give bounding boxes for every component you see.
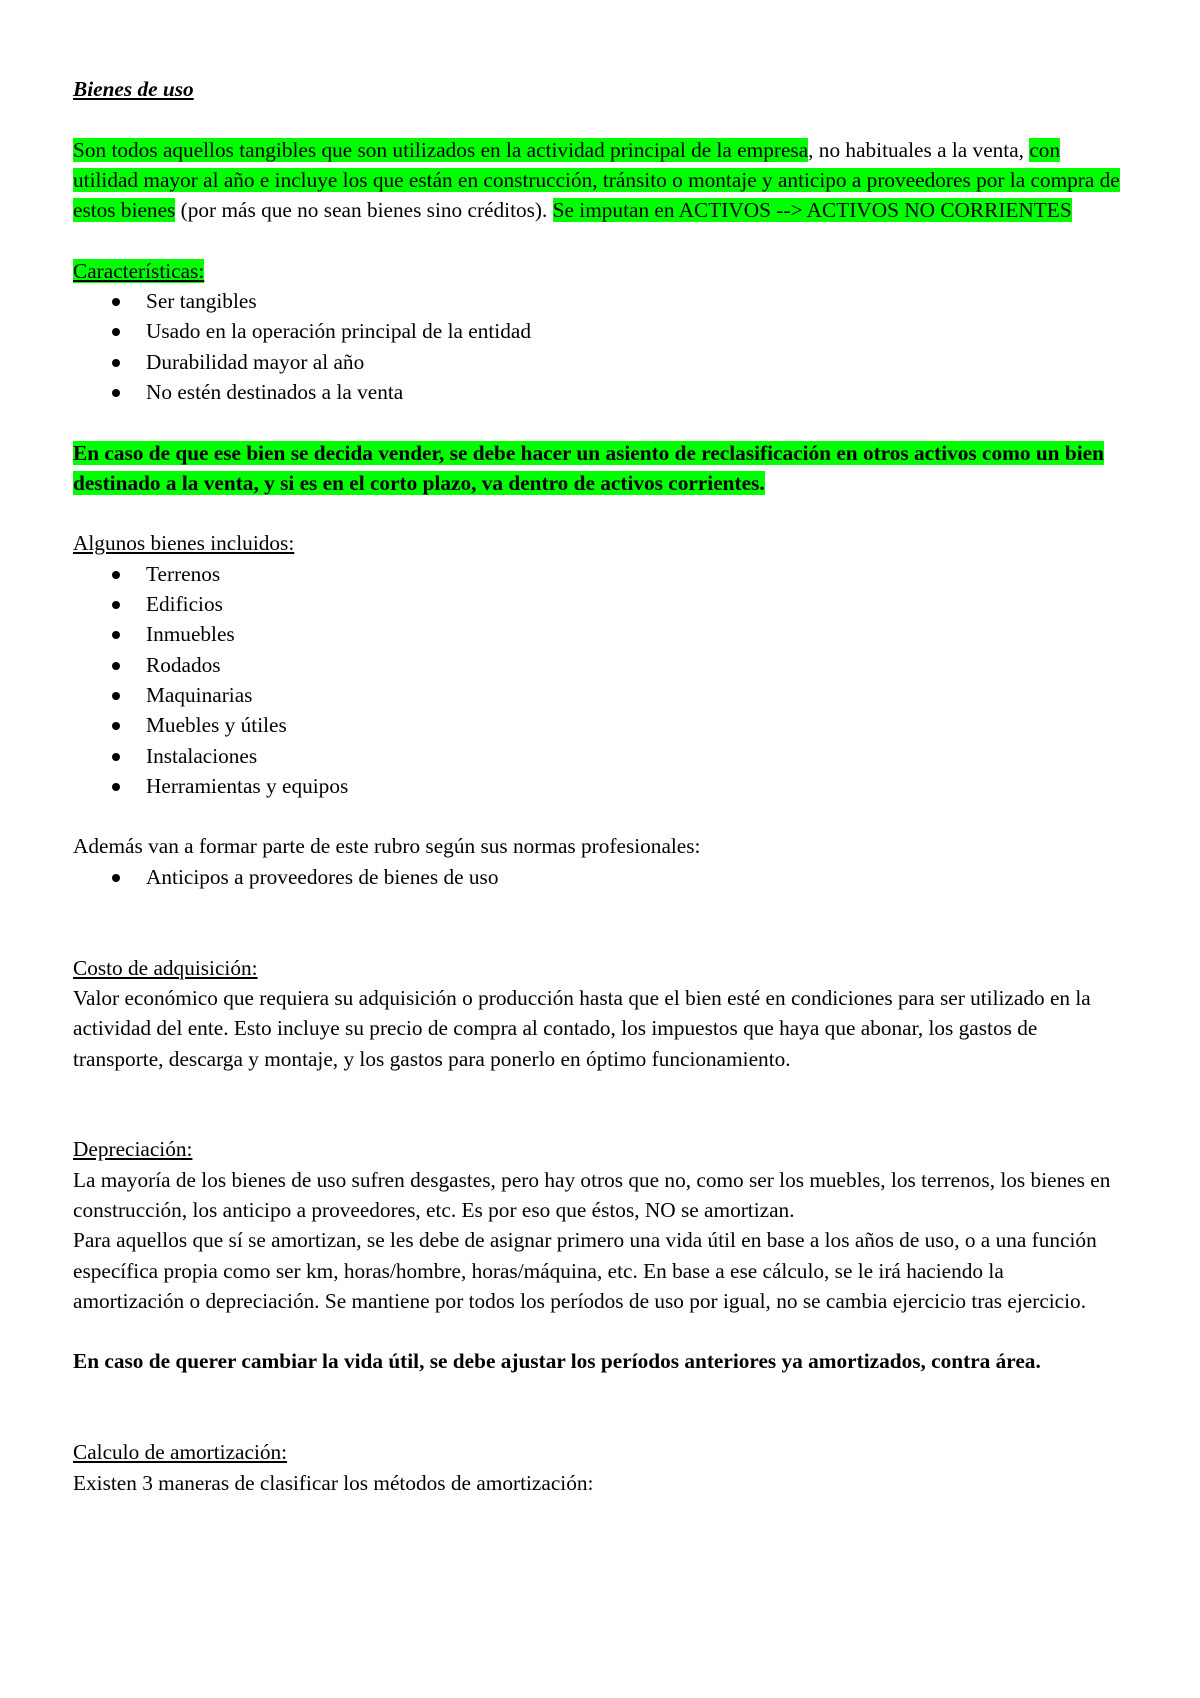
list-item (73, 710, 1120, 740)
list-item-text: Usado en la operación principal de la entidad (146, 319, 531, 344)
intro-plain-2: (por más que no sean bienes sino créditos). (175, 198, 553, 223)
intro-plain-1: , no habituales a la venta, (808, 137, 1030, 162)
bienes-heading-line (73, 528, 1120, 558)
list-item (73, 589, 1120, 619)
list-item (73, 559, 1120, 589)
list-item-text: Durabilidad mayor al año (146, 349, 365, 374)
list-item (73, 862, 1120, 892)
intro-highlight-1: Son todos aquellos tangibles que son utilizados en la actividad principal de la empresa (73, 137, 809, 162)
bullet-icon (112, 722, 120, 730)
depreciacion-heading-line (73, 1134, 1120, 1164)
costo-heading: Costo de adquisición: (73, 955, 258, 980)
document-title (73, 74, 1120, 104)
ademas-text: Además van a formar parte de este rubro según sus normas profesionales: (73, 834, 701, 859)
list-item-text: Maquinarias (146, 682, 253, 707)
bullet-icon (112, 298, 120, 306)
bullet-icon (112, 359, 120, 367)
list-item-text: Muebles y útiles (146, 713, 287, 738)
list-item-text: Instalaciones (146, 743, 258, 768)
caracteristicas-heading: Características: (73, 258, 205, 283)
bullet-icon (112, 662, 120, 670)
intro-highlight-2: con utilidad mayor al año e incluye los que están en construcción, tránsito o montaje y anticipo a proveedores por la compra de estos bienes (73, 137, 1120, 223)
list-item (73, 377, 1120, 407)
depreciacion-paragraph-2: Para aquellos que sí se amortizan, se les debe de asignar primero una vida útil en base a los años de uso, o a una función específica propia como ser km, horas/hombre, horas/máquina, etc. En base a ese cálculo, se le irá haciendo la amortización o depreciación. Se mantiene por todos los períodos de uso por igual, no se cambia ejercicio tras ejercicio. (73, 1228, 1097, 1313)
calculo-heading: Calculo de amortización: (73, 1440, 288, 1465)
costo-text: Valor económico que requiera su adquisición o producción hasta que el bien esté en condiciones para ser utilizado en la actividad del ente. Esto incluye su precio de compra al contado, los impuestos que haya que abonar, los gastos de transporte, descarga y montaje, y los gastos para ponerlo en óptimo funcionamiento. (73, 985, 1091, 1071)
list-item-text: Ser tangibles (146, 289, 257, 314)
bienes-incluidos-heading: Algunos bienes incluidos: (73, 531, 295, 556)
vida-util-note: En caso de querer cambiar la vida útil, se debe ajustar los períodos anteriores ya amortizados, contra área. (73, 1349, 1041, 1374)
caracteristicas-heading-line (73, 256, 1120, 286)
bullet-icon (112, 389, 120, 397)
caracteristicas-list (73, 286, 1120, 407)
list-item-text: Herramientas y equipos (146, 773, 349, 798)
list-item-text: Rodados (146, 652, 221, 677)
bullet-icon (112, 783, 120, 791)
bullet-icon (112, 328, 120, 336)
bullet-icon (112, 874, 120, 882)
title-text: Bienes de uso (73, 77, 194, 101)
bullet-icon (112, 601, 120, 609)
list-item-text: Edificios (146, 592, 223, 617)
depreciacion-paragraph-1: La mayoría de los bienes de uso sufren desgastes, pero hay otros que no, como ser los muebles, los terrenos, los bienes en construcción, los anticipo a proveedores, etc. Es por eso que éstos, NO se amortizan. (73, 1167, 1111, 1222)
list-item (73, 771, 1120, 801)
list-item (73, 619, 1120, 649)
bullet-icon (112, 692, 120, 700)
list-item (73, 650, 1120, 680)
list-item (73, 347, 1120, 377)
intro-paragraph (73, 135, 1120, 226)
reclasificacion-text: En caso de que ese bien se decida vender, se debe hacer un asiento de reclasificación en otros activos como un bien destinado a la venta, y si es en el corto plazo, va dentro de activos corrientes. (73, 440, 1104, 495)
reclasificacion-paragraph (73, 438, 1120, 499)
list-item-text: Inmuebles (146, 622, 235, 647)
depreciacion-heading: Depreciación: (73, 1137, 193, 1162)
list-item (73, 680, 1120, 710)
bullet-icon (112, 631, 120, 639)
list-item-text: Terrenos (146, 561, 221, 586)
calculo-text: Existen 3 maneras de clasificar los métodos de amortización: (73, 1470, 594, 1495)
list-item-text: Anticipos a proveedores de bienes de uso (146, 864, 499, 889)
bullet-icon (112, 753, 120, 761)
list-item (73, 741, 1120, 771)
costo-heading-line (73, 953, 1120, 983)
ademas-list (73, 862, 1120, 892)
bullet-icon (112, 571, 120, 579)
intro-highlight-3: Se imputan en ACTIVOS --> ACTIVOS NO CORRIENTES (552, 198, 1072, 223)
list-item (73, 316, 1120, 346)
calculo-heading-line (73, 1437, 1120, 1467)
list-item (73, 286, 1120, 316)
bienes-incluidos-list (73, 559, 1120, 801)
list-item-text: No estén destinados a la venta (146, 379, 404, 404)
